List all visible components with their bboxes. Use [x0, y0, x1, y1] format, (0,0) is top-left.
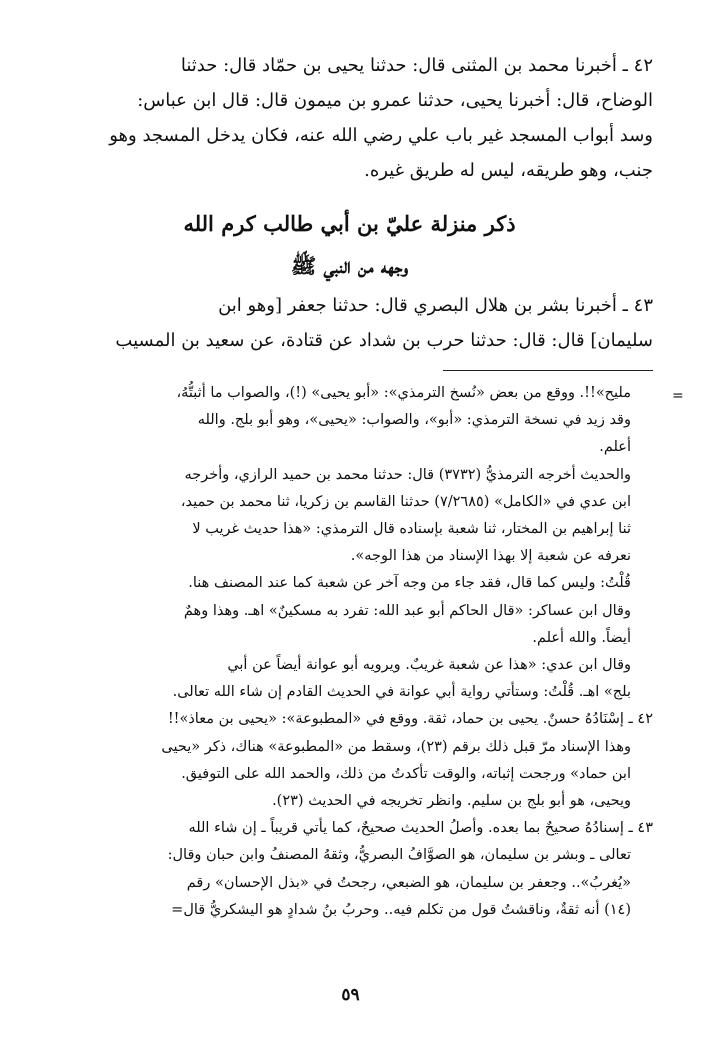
- continuation-mark: =: [672, 388, 684, 404]
- footnote-42-line: وهذا الإسناد مرّ قبل ذلك برقم (٢٣)، وسقط من «المطبوعة» هناك، ذكر «يحيى: [161, 738, 631, 755]
- footnote-42-line: ٤٢ ـ إسْنَادُهُ حسنٌ. يحيى بن حماد، ثقة. ووقع في «المطبوعة»: «يحيى بن معاذ»!!: [167, 711, 653, 728]
- footnote-line: نعرفه عن شعبة إلا بهذا الإسناد من هذا الوجه».: [350, 548, 631, 565]
- footnote-line: ثنا إبراهيم بن المختار، ثنا شعبة بإسناده قال الترمذي: «هذا حديث غريب لا: [192, 521, 631, 538]
- footnote-line: وقد زيد في نسخة الترمذي: «أبو»، والصواب: «يحيى»، وهو أبو بلج. والله: [197, 412, 631, 429]
- footnote-line: والحديث أخرجه الترمذيُّ (٣٧٣٢) قال: حدثنا محمد بن حميد الرازي، وأخرجه: [184, 466, 631, 483]
- footnote-43-line: (١٤) أنه ثقةٌ، وناقشتُ قول من تكلم فيه.. وحربُ بنُ شدادٍ هو اليشكريُّ قال=: [171, 901, 631, 918]
- footnote-line: بلج» اهـ. قُلْتُ: وستأتي رواية أبي عوانة في الحديث القادم إن شاء الله تعالى.: [172, 684, 631, 701]
- text-line: جنب، وهو طريقه، ليس له طريق غيره.: [364, 160, 653, 181]
- footnote-line: ابن عدي في «الكامل» (٧/٢٦٨٥) حدثنا القاسم بن زكريا، ثنا محمد بن حميد،: [180, 493, 631, 510]
- footnote-line: وقال ابن عدي: «هذا عن شعبة غريبٌ. ويرويه أبو عوانة أيضاً عن أبي: [227, 657, 631, 674]
- footnote-line: وقال ابن عساكر: «قال الحاكم أبو عبد الله: تفرد به مسكينٌ» اهـ. وهذا وهمٌ: [183, 602, 631, 619]
- hadith-42-text: [46, 48, 653, 188]
- footnote-42-line: ابن حماد» ورجحت إثباته، والوقت تأكدتُ من ذلك، والحمد الله على التوفيق.: [181, 765, 631, 782]
- section-heading: [46, 203, 653, 287]
- footnotes: [46, 380, 653, 924]
- text-line: وسد أبواب المسجد غير باب علي رضي الله عنه، فكان يدخل المسجد وهو: [109, 125, 653, 146]
- text-line: ٤٢ ـ أخبرنا محمد بن المثنى قال: حدثنا يحيى بن حمّاد قال: حدثنا: [180, 55, 653, 76]
- heading-line: وجهه من النبي ﷺ: [290, 253, 409, 278]
- footnote-line: قُلْتُ: وليس كما قال، فقد جاء من وجه آخر عن شعبة كما عند المصنف هنا.: [188, 575, 631, 592]
- footnote-line: مليح»!!. ووقع من بعض «نُسخ الترمذي»: «أبو يحيى» (!)، والصواب ما أثبتُّهُ،: [176, 385, 631, 401]
- footnote-43-line: «يُغربُ».. وجعفر بن سليمان، هو الضبعي، رجحتُ في «بذل الإحسان» رقم: [186, 874, 631, 891]
- footnote-line: أعلم.: [599, 439, 631, 456]
- footnote-43-line: تعالى ـ وبشر بن سليمان، هو الصوَّافُ البصريُّ، وثقهُ المصنفُ وابن حبان وقال:: [167, 847, 631, 864]
- text-line: ٤٣ ـ أخبرنا بشر بن هلال البصري قال: حدثنا جعفر [وهو ابن: [218, 295, 653, 316]
- heading-line: ذكر منزلة عليّ بن أبي طالب كرم الله: [183, 211, 516, 236]
- footnote-43-line: ٤٣ ـ إسنادُهُ صحيحٌ بما بعده. وأصلُ الحديث صحيحٌ، كما يأتي قريباً ـ إن شاء الله: [188, 820, 653, 837]
- footnote-line: أيضاً. والله أعلم.: [532, 629, 631, 646]
- page-number: ٥٩: [341, 985, 360, 1005]
- text-line: الوضاح، قال: أخبرنا يحيى، حدثنا عمرو بن ميمون قال: قال ابن عباس:: [137, 90, 653, 111]
- hadith-43-text: [46, 288, 653, 358]
- footnote-42-line: ويحيى، هو أبو بلج بن سليم. وانظر تخريجه في الحديث (٢٣).: [272, 793, 631, 810]
- text-line: سليمان] قال: قال: حدثنا حرب بن شداد عن قتادة، عن سعيد بن المسيب: [115, 330, 653, 351]
- footnote-divider: [443, 370, 653, 371]
